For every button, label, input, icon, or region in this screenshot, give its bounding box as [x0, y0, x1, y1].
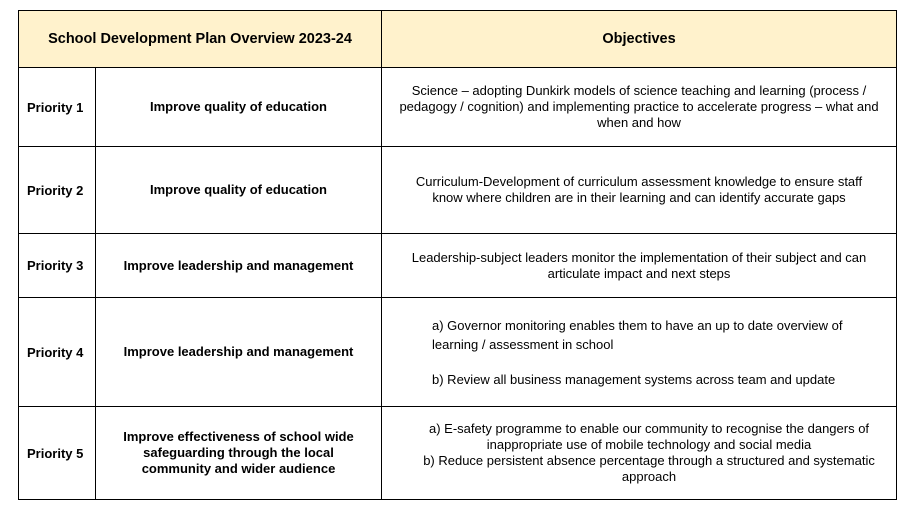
- table-row: [19, 147, 897, 234]
- priority-label: Priority 2: [19, 147, 96, 234]
- priority-label: Priority 4: [19, 298, 96, 407]
- objective-list: [382, 298, 897, 407]
- objective-text: Leadership-subject leaders monitor the implementation of their subject and can articulate impact and next steps: [382, 234, 897, 298]
- objective-text: Curriculum-Development of curriculum assessment knowledge to ensure staff know where children are in their learning and can identify accurate gaps: [382, 147, 897, 234]
- plan-title: School Development Plan Overview 2023-24: [19, 11, 382, 68]
- header-row: [19, 11, 897, 68]
- objective-item: b) Review all business management systems across team and update: [432, 372, 836, 387]
- objective-item: a) E-safety programme to enable our community to recognise the dangers of inappropriate use of mobile technology and social media: [428, 421, 870, 452]
- objective-list: [382, 407, 897, 500]
- objective-text: Science – adopting Dunkirk models of science teaching and learning (process / pedagogy / cognition) and implementing practice to accelerate progress – what and when and how: [382, 68, 897, 147]
- priority-label: Priority 1: [19, 68, 96, 147]
- priority-goal: Improve quality of education: [96, 68, 382, 147]
- priority-label: Priority 3: [19, 234, 96, 298]
- objective-item: a) Governor monitoring enables them to have an up to date overview of learning / assessment in school: [432, 318, 843, 352]
- objective-item: b) Reduce persistent absence percentage through a structured and systematic approach: [423, 453, 875, 484]
- development-plan-table: [18, 10, 897, 500]
- objectives-header: Objectives: [382, 11, 897, 68]
- priority-label: Priority 5: [19, 407, 96, 500]
- priority-goal: Improve effectiveness of school wide safeguarding through the local community and wider audience: [96, 407, 382, 500]
- table-row: [19, 407, 897, 500]
- table-row: [19, 68, 897, 147]
- priority-goal: Improve leadership and management: [96, 298, 382, 407]
- table-row: [19, 298, 897, 407]
- priority-goal: Improve quality of education: [96, 147, 382, 234]
- priority-goal: Improve leadership and management: [96, 234, 382, 298]
- table-row: [19, 234, 897, 298]
